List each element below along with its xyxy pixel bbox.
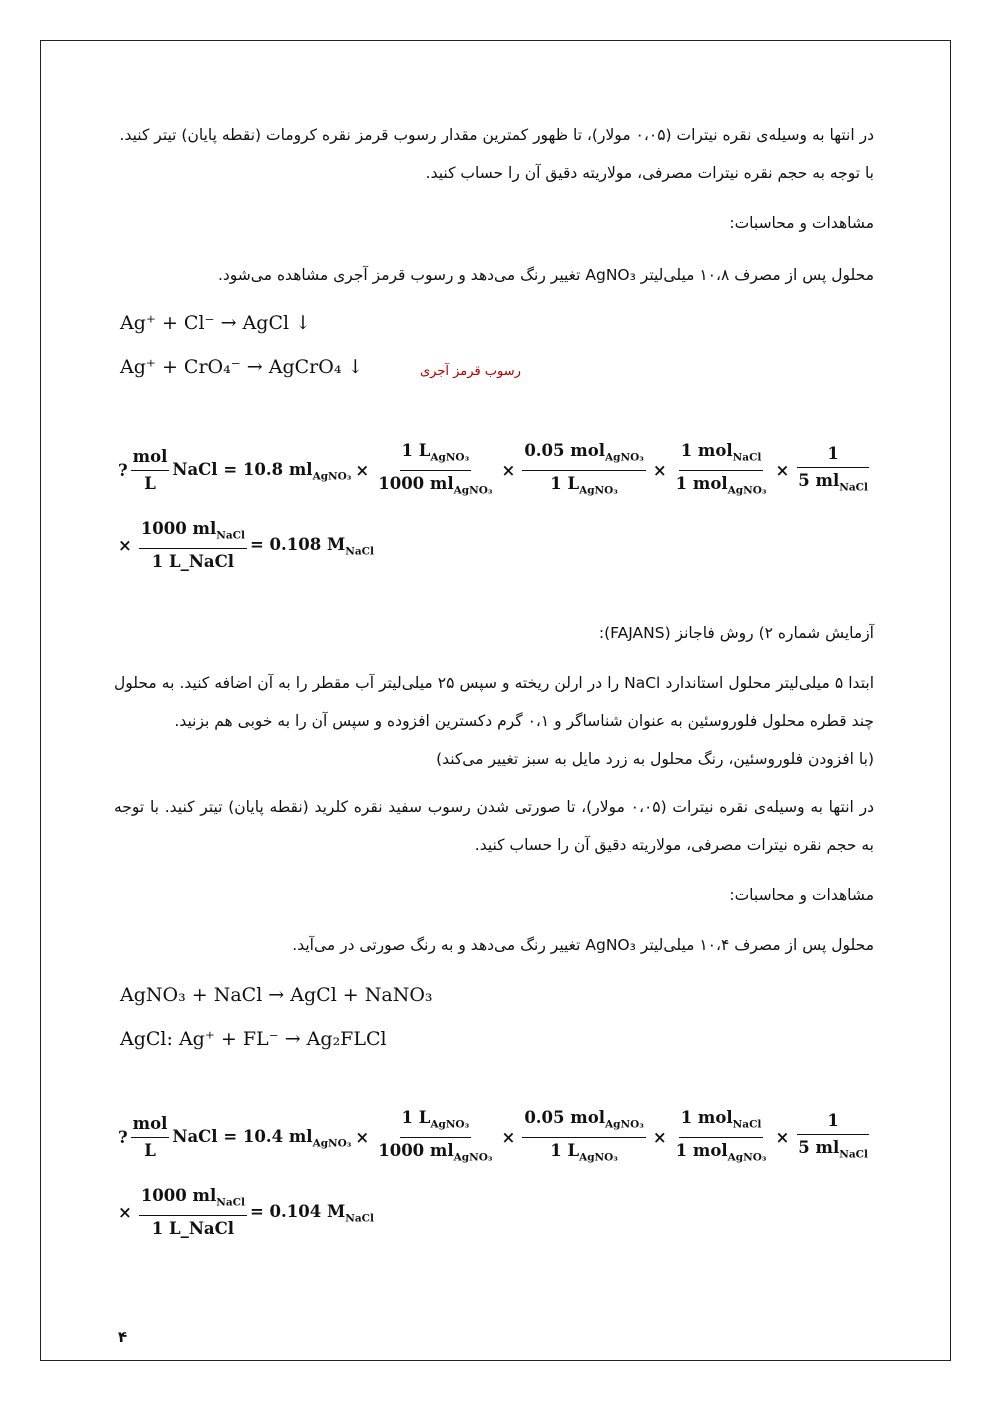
calc1-fraction-4: $\frac{1}{5 ml_{NaCl}}$ bbox=[798, 444, 868, 494]
reaction-2-note: رسوب قرمز آجری bbox=[420, 364, 521, 379]
times-sign: × bbox=[355, 461, 370, 481]
intro-line-2: با توجه به حجم نقره نیترات مصرفی، مولاریته دقیق آن را حساب کنید. bbox=[425, 164, 874, 182]
calc1-result: = 0.108 $M_{NaCl}$ bbox=[249, 534, 374, 557]
times-sign: × bbox=[501, 461, 516, 481]
reaction-1: Ag⁺ + Cl⁻ → AgCl ↓ bbox=[120, 312, 312, 334]
times-sign: × bbox=[652, 1128, 667, 1148]
calc1-fraction-3: $\frac{1 mol_{NaCl}}{1 mol_{AgNO_3}}$ bbox=[675, 441, 767, 497]
calc2-fraction-5: $\frac{1000 ml_{NaCl}}{\text{1 L\_NaCl}}$ bbox=[140, 1186, 245, 1239]
times-sign: × bbox=[501, 1128, 516, 1148]
observations-heading-2: مشاهدات و محاسبات: bbox=[729, 886, 874, 904]
times-sign: × bbox=[775, 1128, 790, 1148]
times-sign: × bbox=[775, 461, 790, 481]
reaction-3: AgNO₃ + NaCl → AgCl + NaNO₃ bbox=[120, 984, 433, 1006]
calc1-fraction-1: $\frac{1 L_{AgNO_3}}{1000 ml_{AgNO_3}}$ bbox=[378, 441, 493, 497]
calc2-fraction-2: $\frac{0.05 mol_{AgNO_3}}{1 L_{AgNO_3}}$ bbox=[524, 1108, 644, 1164]
calc2-prefix: ? bbox=[118, 1128, 128, 1148]
experiment-2-heading: آزمایش شماره ۲) روش فاجانز (FAJANS): bbox=[598, 624, 874, 642]
experiment-2-note: (با افزودن فلوروسئین، رنگ محلول به زرد مایل به سبز تغییر می‌کند) bbox=[436, 750, 874, 768]
page-number: ۴ bbox=[118, 1328, 128, 1346]
observations-text-2: محلول پس از مصرف ۱۰،۴ میلی‌لیتر AgNO₃ تغییر رنگ می‌دهد و به رنگ صورتی در می‌آید. bbox=[292, 936, 874, 954]
calc2-unit-fraction: $\frac{\text{mol}}{L}$ bbox=[132, 1114, 168, 1161]
calc2-result: = 0.104 $M_{NaCl}$ bbox=[249, 1201, 374, 1224]
times-sign: × bbox=[118, 536, 132, 556]
experiment-2-procedure: ابتدا ۵ میلی‌لیتر محلول استاندارد NaCl را در ارلن ریخته و سپس ۲۵ میلی‌لیتر آب مقطر را به آن اضافه کنید. به محلول چند قطره محلول فلوروسئین به عنوان شناساگر و ۰،۱ گرم دکسترین افزوده و سپس آن را به خوبی هم بزنید. bbox=[114, 674, 874, 730]
reaction-2: Ag⁺ + CrO₄⁻ → AgCrO₄ ↓ bbox=[120, 356, 364, 378]
times-sign: × bbox=[652, 461, 667, 481]
calc2-lhs: NaCl = 10.4 $ml_{AgNO_3}$ bbox=[172, 1126, 352, 1149]
calc2-fraction-4: $\frac{1}{5 ml_{NaCl}}$ bbox=[798, 1111, 868, 1161]
reaction-4: AgCl: Ag⁺ + FL⁻ → Ag₂FLCl bbox=[120, 1028, 387, 1050]
times-sign: × bbox=[355, 1128, 370, 1148]
experiment-2-titration: در انتها به وسیله‌ی نقره نیترات (۰،۰۵ مولار)، تا صورتی شدن رسوب سفید نقره کلرید (نقطه پایان) تیتر کنید. با توجه به حجم نقره نیترات مصرفی، مولاریته دقیق آن را حساب کنید. bbox=[114, 798, 874, 854]
calculation-1-line-2 bbox=[118, 518, 374, 573]
calculation-2-line-2 bbox=[118, 1185, 374, 1240]
calc1-lhs: NaCl = 10.8 $ml_{AgNO_3}$ bbox=[172, 459, 352, 482]
times-sign: × bbox=[118, 1203, 132, 1223]
observations-text-1: محلول پس از مصرف ۱۰،۸ میلی‌لیتر AgNO₃ تغییر رنگ می‌دهد و رسوب قرمز آجری مشاهده می‌شود. bbox=[217, 266, 874, 284]
calculation-1-line-1 bbox=[118, 440, 873, 502]
calc1-fraction-2: $\frac{0.05 mol_{AgNO_3}}{1 L_{AgNO_3}}$ bbox=[524, 441, 644, 497]
calc1-fraction-5: $\frac{1000 ml_{NaCl}}{\text{1 L\_NaCl}}$ bbox=[140, 519, 245, 572]
calc1-unit-fraction: $\frac{\text{mol}}{L}$ bbox=[132, 447, 168, 494]
calculation-2-line-1 bbox=[118, 1107, 873, 1169]
calc1-prefix: ? bbox=[118, 461, 128, 481]
intro-line-1: در انتها به وسیله‌ی نقره نیترات (۰،۰۵ مولار)، تا ظهور کمترین مقدار رسوب قرمز نقره کرومات (نقطه پایان) تیتر کنید. bbox=[119, 126, 874, 144]
calc2-fraction-1: $\frac{1 L_{AgNO_3}}{1000 ml_{AgNO_3}}$ bbox=[378, 1108, 493, 1164]
calc2-fraction-3: $\frac{1 mol_{NaCl}}{1 mol_{AgNO_3}}$ bbox=[675, 1108, 767, 1164]
observations-heading-1: مشاهدات و محاسبات: bbox=[729, 214, 874, 232]
